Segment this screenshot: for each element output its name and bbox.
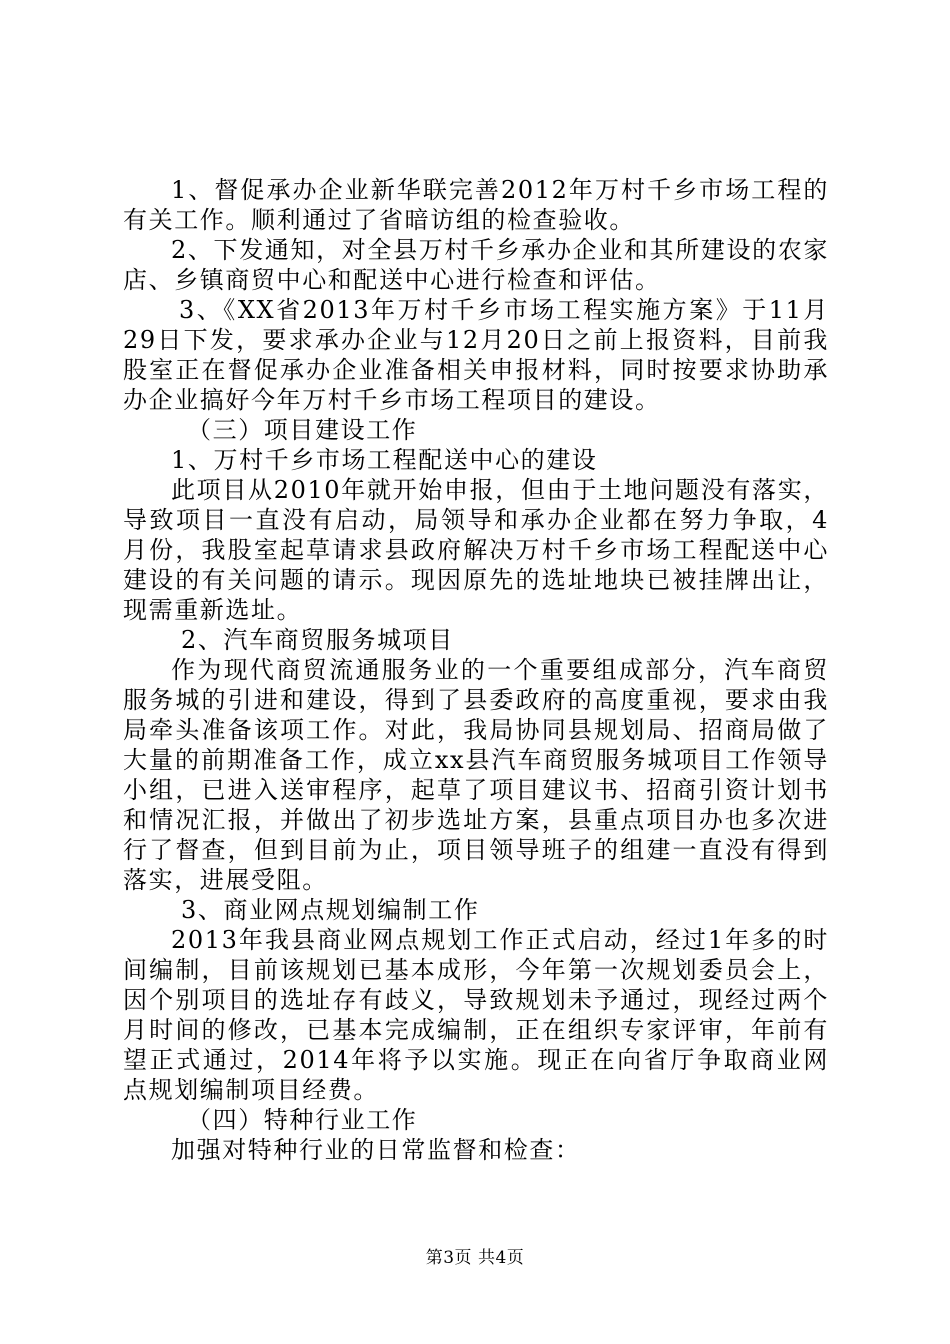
paragraph-item-1: 1、督促承办企业新华联完善2012年万村千乡市场工程的有关工作。顺利通过了省暗访组的检查验收。 xyxy=(123,176,829,234)
subheading-auto-trade-city: 2、汽车商贸服务城项目 xyxy=(181,626,454,654)
subheading-distribution-center: 1、万村千乡市场工程配送中心的建设 xyxy=(171,446,598,474)
paragraph-item-3: 3、《XX省2013年万村千乡市场工程实施方案》于11月29日下发，要求承办企业与12月20日之前上报资料，目前我股室正在督促承办企业准备相关申报材料，同时按要求协助承办企业搞好今年万村千乡市场工程项目的建设。 xyxy=(123,296,829,414)
section-heading-4: （四）特种行业工作 xyxy=(187,1106,418,1134)
page-footer: 第3页 共4页 xyxy=(425,1248,525,1268)
document-body xyxy=(123,175,829,1165)
paragraph-special-industry: 加强对特种行业的日常监督和检查： xyxy=(171,1136,581,1164)
paragraph-distribution-center: 此项目从2010年就开始申报，但由于土地问题没有落实，导致项目一直没有启动，局领导和承办企业都在努力争取，4月份，我股室起草请求县政府解决万村千乡市场工程配送中心建设的有关问题的请示。现因原先的选址地块已被挂牌出让，现需重新选址。 xyxy=(123,476,829,624)
paragraph-outlet-planning: 2013年我县商业网点规划工作正式启动，经过1年多的时间编制，目前该规划已基本成形，今年第一次规划委员会上，因个别项目的选址存有歧义，导致规划未予通过，现经过两个月时间的修改，已基本完成编制，正在组织专家评审，年前有望正式通过，2014年将予以实施。现正在向省厅争取商业网点规划编制项目经费。 xyxy=(123,926,829,1104)
subheading-outlet-planning: 3、商业网点规划编制工作 xyxy=(181,896,480,924)
section-heading-3: （三）项目建设工作 xyxy=(187,416,418,444)
paragraph-auto-trade-city: 作为现代商贸流通服务业的一个重要组成部分，汽车商贸服务城的引进和建设，得到了县委政府的高度重视，要求由我局牵头准备该项工作。对此，我局协同县规划局、招商局做了大量的前期准备工作，成立xx县汽车商贸服务城项目工作领导小组，已进入送审程序，起草了项目建议书、招商引资计划书和情况汇报，并做出了初步选址方案，县重点项目办也多次进行了督查，但到目前为止，项目领导班子的组建一直没有得到落实，进展受阻。 xyxy=(123,656,829,894)
paragraph-item-2: 2、下发通知，对全县万村千乡承办企业和其所建设的农家店、乡镇商贸中心和配送中心进行检查和评估。 xyxy=(123,236,829,294)
